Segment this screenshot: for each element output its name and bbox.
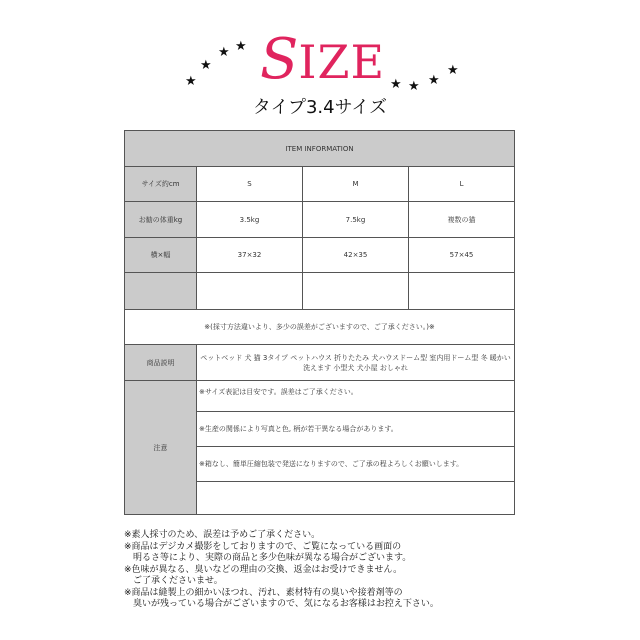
weight-row-label: お勧の体重kg: [125, 202, 197, 238]
size-subtitle: タイプ3.4サイズ: [252, 97, 388, 118]
size-row-label: サイズ約cm: [125, 167, 197, 202]
size-title: [260, 27, 386, 92]
star-icon: ★: [447, 63, 459, 78]
footer-note: ご了承くださいませ。: [124, 576, 223, 586]
star-icon: ★: [185, 74, 197, 89]
size-l-cell: L: [409, 167, 515, 202]
item-information-table: [124, 130, 515, 515]
product-description-text: ペットベッド 犬 猫 3タイプ ペットハウス 折りたたみ 犬ハウスドーム型 室内用ドーム型 冬 暖かい 洗えます 小型犬 犬小屋 おしゃれ: [197, 345, 515, 381]
footer-note: ※商品は縫製上の細かいほつれ、汚れ、素材特有の臭いや接着剤等の: [124, 587, 403, 598]
product-description-label: 商品説明: [125, 345, 197, 381]
footer-note: 明るさ等により、実際の商品と多少色味が異なる場合がございます。: [124, 553, 412, 563]
star-icon: ★: [408, 79, 420, 94]
blank-cell: [197, 273, 303, 310]
footer-note: ※素人採寸のため、誤差は予めご了承ください。: [124, 530, 321, 540]
dimension-m-cell: 42×35: [303, 238, 409, 273]
star-icon: ★: [390, 77, 402, 92]
weight-s-cell: 3.5kg: [197, 202, 303, 238]
caution-item: ※生産の関係により写真と色, 柄が若干異なる場合があります。: [197, 412, 514, 447]
caution-item: ※箱なし、簡単圧縮包装で発送になりますので、ご了承の程よろしくお願いします。: [197, 447, 514, 482]
footer-note: 臭いが残っている場合がございますので、気になるお客様はお控え下さい。: [124, 599, 439, 609]
blank-cell: [409, 273, 515, 310]
weight-m-cell: 7.5kg: [303, 202, 409, 238]
size-title-rest: IZE: [298, 35, 386, 89]
caution-list: [197, 381, 515, 515]
table-heading: ITEM INFORMATION: [125, 131, 515, 167]
measurement-note: ※(採寸方法違いより、多少の誤差がございますので、ご了承ください。)※: [125, 310, 515, 345]
caution-label: 注意: [125, 381, 197, 515]
star-icon: ★: [235, 39, 247, 54]
size-m-cell: M: [303, 167, 409, 202]
weight-l-cell: 複数の猫: [409, 202, 515, 238]
dimension-l-cell: 57×45: [409, 238, 515, 273]
dimension-row-label: 横×幅: [125, 238, 197, 273]
star-icon: ★: [218, 45, 230, 60]
size-header: [0, 0, 640, 125]
caution-item: ※サイズ表記は目安です。誤差はご了承ください。: [197, 381, 514, 412]
dimension-s-cell: 37×32: [197, 238, 303, 273]
blank-cell: [303, 273, 409, 310]
size-title-initial: S: [260, 27, 299, 92]
star-icon: ★: [428, 73, 440, 88]
caution-item: [197, 482, 514, 514]
size-s-cell: S: [197, 167, 303, 202]
footer-notes: [124, 530, 524, 611]
footer-note: ※色味が異なる、臭いなどの理由の交換、返金はお受けできません。: [124, 564, 403, 575]
star-icon: ★: [200, 58, 212, 73]
blank-row-label: [125, 273, 197, 310]
footer-note: ※商品はデジカメ撮影をしておりますので、ご覧になっている画面の: [124, 541, 402, 552]
